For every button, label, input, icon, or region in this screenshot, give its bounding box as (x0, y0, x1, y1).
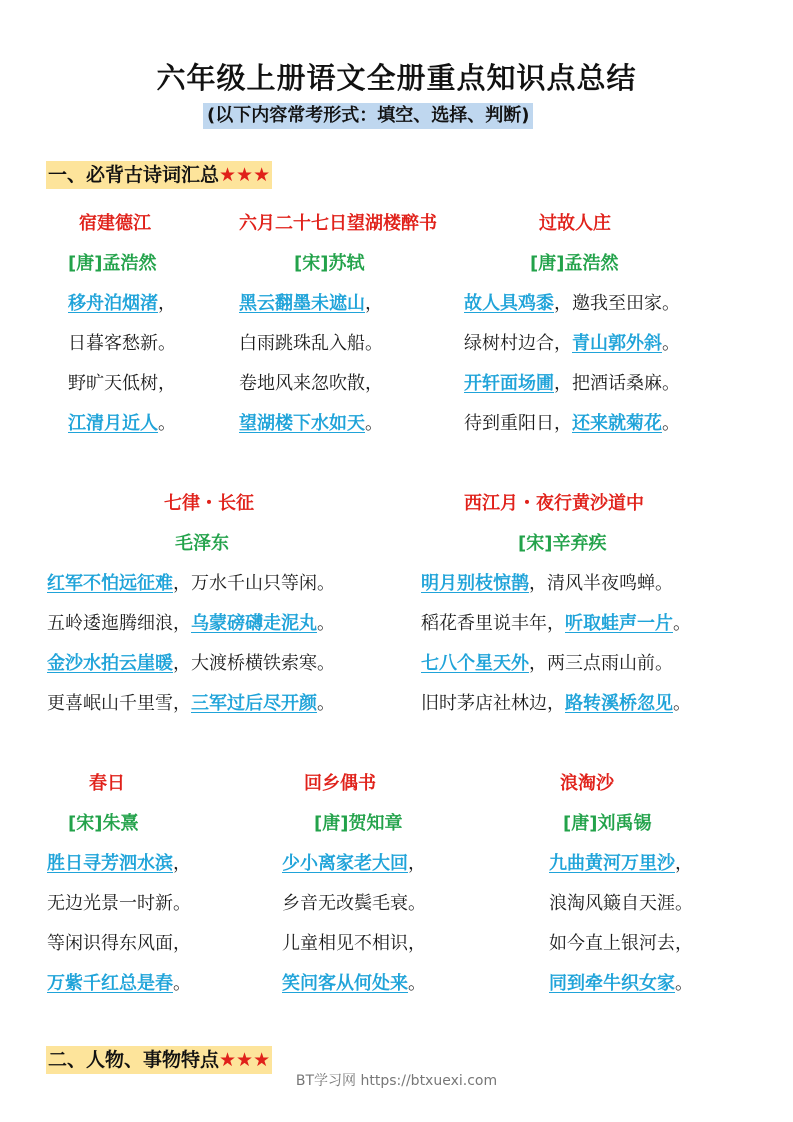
key-phrase: 青山郭外斜 (572, 333, 662, 354)
poem-lines (549, 844, 693, 1004)
section-label: 一、必背古诗词汇总 (48, 164, 220, 186)
poem-line (421, 644, 691, 684)
poem-line (68, 284, 176, 324)
line-text: 如今直上银河去， (549, 933, 693, 954)
key-phrase: 胜日寻芳泗水滨 (47, 853, 173, 874)
line-text: 儿童相见不相识， (282, 933, 426, 954)
line-text: ， (173, 853, 191, 874)
line-text: 。 (158, 413, 176, 434)
poem-line (68, 324, 176, 364)
key-phrase: 少小离家老大回 (282, 853, 408, 874)
poem-lines (47, 844, 191, 1004)
poem-author: [宋]朱熹 (68, 813, 139, 834)
line-text: 日暮客愁新。 (68, 333, 176, 354)
line-text: 。 (675, 973, 693, 994)
line-text: ，两三点雨山前。 (529, 653, 673, 674)
poem-lines (464, 284, 680, 444)
line-text: 。 (662, 413, 680, 434)
line-text: 。 (173, 973, 191, 994)
poem-author: [宋]苏轼 (294, 253, 365, 274)
poem-title: 浪淘沙 (560, 773, 614, 794)
key-phrase: 笑问客从何处来 (282, 973, 408, 994)
poem-lines (239, 284, 437, 444)
line-text: 无边光景一时新。 (47, 893, 191, 914)
poem-lines (421, 564, 691, 724)
poem-author: [唐]贺知章 (314, 813, 403, 834)
poem-line (464, 404, 680, 444)
key-phrase: 还来就菊花 (572, 413, 662, 434)
section-label: 二、人物、事物特点 (48, 1049, 220, 1071)
poem-line (47, 564, 335, 604)
line-text: 白雨跳珠乱入船。 (239, 333, 383, 354)
poem-card (68, 204, 176, 444)
poem-title: 回乡偶书 (304, 773, 376, 794)
page-title: 六年级上册语文全册重点知识点总结 (156, 61, 637, 95)
line-text: ，清风半夜鸣蝉。 (529, 573, 673, 594)
line-text: 更喜岷山千里雪， (47, 693, 191, 714)
key-phrase: 七八个星天外 (421, 653, 529, 674)
key-phrase: 三军过后尽开颜 (191, 693, 317, 714)
poem-line (47, 884, 191, 924)
poem-card (421, 484, 691, 724)
poem-line (47, 844, 191, 884)
line-text: 野旷天低树， (68, 373, 176, 394)
poem-card (239, 204, 437, 444)
poem-title: 六月二十七日望湖楼醉书 (239, 213, 437, 234)
poem-author: [唐]孟浩然 (530, 253, 619, 274)
poem-lines (47, 564, 335, 724)
line-text: 。 (408, 973, 426, 994)
line-text: 。 (317, 693, 335, 714)
key-phrase: 故人具鸡黍 (464, 293, 554, 314)
line-text: ， (408, 853, 426, 874)
line-text: 五岭逶迤腾细浪， (47, 613, 191, 634)
key-phrase: 乌蒙磅礴走泥丸 (191, 613, 317, 634)
poem-author: 毛泽东 (175, 533, 229, 554)
poem-line (239, 404, 437, 444)
poem-title: 宿建德江 (79, 213, 151, 234)
line-text: ，万水千山只等闲。 (173, 573, 335, 594)
key-phrase: 红军不怕远征难 (47, 573, 173, 594)
poem-card (47, 484, 335, 724)
poem-lines (68, 284, 176, 444)
poem-line (47, 604, 335, 644)
poem-card (47, 764, 191, 1004)
poem-line (239, 324, 437, 364)
key-phrase: 听取蛙声一片 (565, 613, 673, 634)
key-phrase: 万紫千红总是春 (47, 973, 173, 994)
line-text: 。 (673, 693, 691, 714)
line-text: ， (365, 293, 383, 314)
poem-line (47, 964, 191, 1004)
key-phrase: 江清月近人 (68, 413, 158, 434)
poem-line (68, 364, 176, 404)
poem-author: [唐]刘禹锡 (563, 813, 652, 834)
line-text: 。 (317, 613, 335, 634)
line-text: 乡音无改鬓毛衰。 (282, 893, 426, 914)
poem-line (421, 604, 691, 644)
poem-line (549, 924, 693, 964)
line-text: 浪淘风簸自天涯。 (549, 893, 693, 914)
line-text: ，大渡桥横铁索寒。 (173, 653, 335, 674)
poem-line (282, 884, 426, 924)
poem-line (239, 284, 437, 324)
line-text: ，邀我至田家。 (554, 293, 680, 314)
poem-line (68, 404, 176, 444)
poem-author: [宋]辛弃疾 (518, 533, 607, 554)
poem-title: 七律・长征 (164, 493, 254, 514)
poem-title: 西江月・夜行黄沙道中 (464, 493, 644, 514)
poem-line (47, 684, 335, 724)
star-rating-icon: ★★★ (219, 164, 271, 186)
poem-line (421, 564, 691, 604)
poem-line (464, 324, 680, 364)
line-text: 卷地风来忽吹散， (239, 373, 383, 394)
page-subtitle: (以下内容常考形式：填空、选择、判断) (203, 103, 533, 129)
poem-line (464, 364, 680, 404)
key-phrase: 明月别枝惊鹊 (421, 573, 529, 594)
key-phrase: 移舟泊烟渚 (68, 293, 158, 314)
key-phrase: 同到牵牛织女家 (549, 973, 675, 994)
line-text: ， (675, 853, 693, 874)
poem-line (282, 844, 426, 884)
poem-line (282, 924, 426, 964)
line-text: 待到重阳日， (464, 413, 572, 434)
line-text: 稻花香里说丰年， (421, 613, 565, 634)
poem-lines (282, 844, 426, 1004)
poem-line (549, 964, 693, 1004)
poem-line (239, 364, 437, 404)
key-phrase: 九曲黄河万里沙 (549, 853, 675, 874)
poem-line (282, 964, 426, 1004)
line-text: 。 (673, 613, 691, 634)
line-text: 等闲识得东风面， (47, 933, 191, 954)
poem-line (549, 844, 693, 884)
poem-line (464, 284, 680, 324)
key-phrase: 黑云翻墨未遮山 (239, 293, 365, 314)
poem-card (464, 204, 680, 444)
poem-card (282, 764, 426, 1004)
footer-watermark: BT学习网 https://btxuexi.com (295, 1073, 498, 1089)
key-phrase: 路转溪桥忽见 (565, 693, 673, 714)
star-rating-icon: ★★★ (219, 1049, 271, 1071)
poem-author: [唐]孟浩然 (68, 253, 157, 274)
poem-card (549, 764, 693, 1004)
line-text: 。 (662, 333, 680, 354)
line-text: 绿树村边合， (464, 333, 572, 354)
poem-line (421, 684, 691, 724)
key-phrase: 开轩面场圃 (464, 373, 554, 394)
key-phrase: 金沙水拍云崖暖 (47, 653, 173, 674)
key-phrase: 望湖楼下水如天 (239, 413, 365, 434)
line-text: 。 (365, 413, 383, 434)
poem-line (47, 924, 191, 964)
poem-title: 过故人庄 (539, 213, 611, 234)
line-text: 旧时茅店社林边， (421, 693, 565, 714)
line-text: ， (158, 293, 176, 314)
section-heading-poems (46, 161, 272, 189)
line-text: ，把酒话桑麻。 (554, 373, 680, 394)
poem-title: 春日 (89, 773, 125, 794)
poem-line (549, 884, 693, 924)
poem-line (47, 644, 335, 684)
